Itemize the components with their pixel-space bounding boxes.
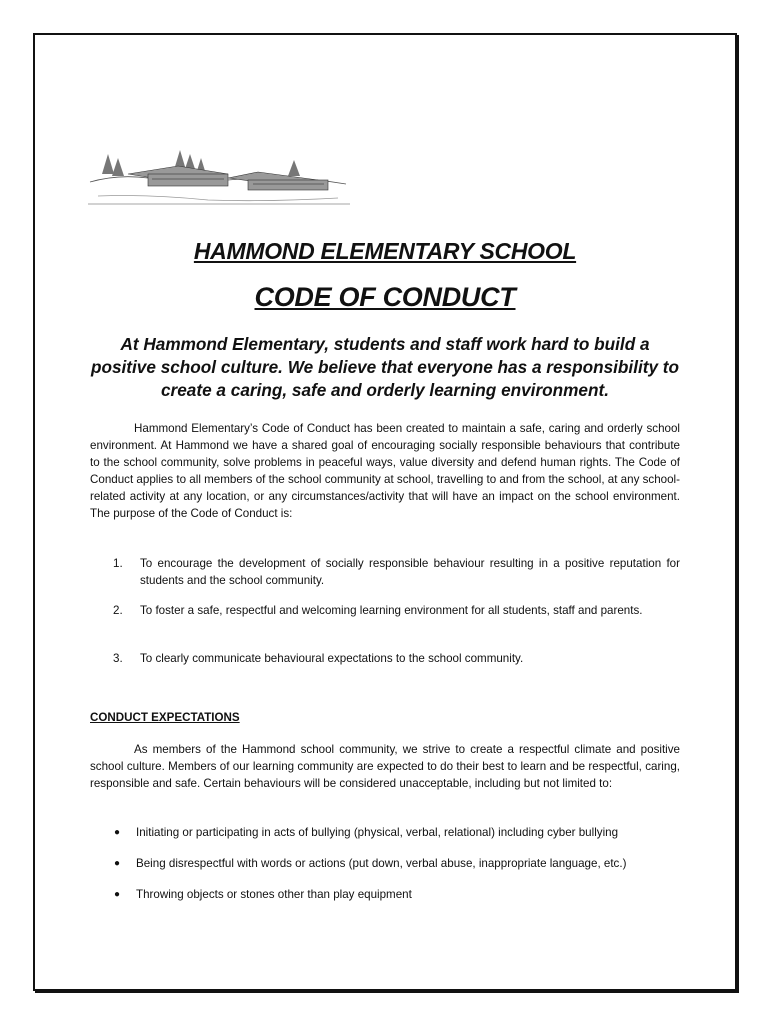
bullet-icon: ●: [114, 858, 121, 869]
bullet-icon: ●: [114, 889, 121, 900]
school-building-illustration: [88, 144, 350, 210]
conduct-expectations-heading: CONDUCT EXPECTATIONS: [90, 711, 240, 724]
document-title: CODE OF CONDUCT: [254, 282, 516, 312]
school-name-heading: HAMMOND ELEMENTARY SCHOOL: [193, 238, 577, 264]
lead-statement: At Hammond Elementary, students and staff work hard to build a positive school culture. We believe that everyone has a responsibility to create a caring, safe and orderly learning environment.: [90, 334, 680, 400]
bullet-icon: ●: [114, 827, 121, 838]
expectations-paragraph: As members of the Hammond school community, we strive to create a respectful climate and positive school culture. Members of our learning community are expected to do their best to learn and be respectful, caring, responsible and safe. Certain behaviours will be considered unacceptable, including but not limited to:: [90, 743, 680, 790]
intro-paragraph: Hammond Elementary’s Code of Conduct has been created to maintain a safe, caring and orderly school environment. At Hammond we have a shared goal of encouraging socially responsible behaviours that contribute to the school community, solve problems in peaceful ways, value diversity and defend human rights. The Code of Conduct applies to all members of the school community at school, travelling to and from the school, at any school-related activity at any location, or any circumstances/activity that will have an impact on the school environment. The purpose of the Code of Conduct is:: [90, 422, 680, 520]
